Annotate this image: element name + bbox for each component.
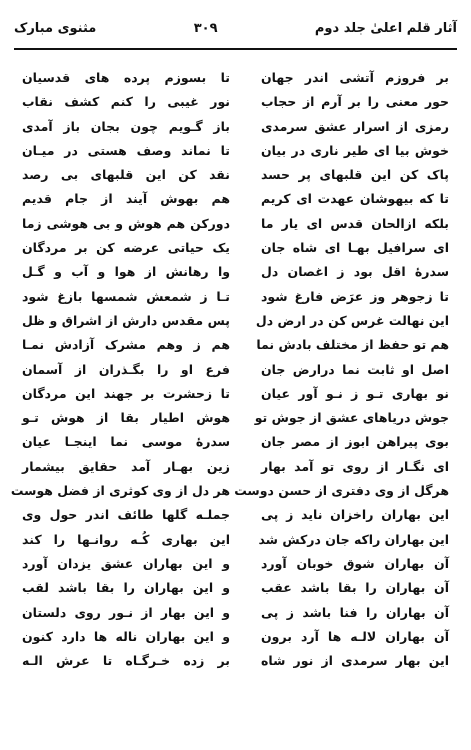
verse-line: و این بهاران ناله ها دارد کنون — [22, 628, 230, 644]
verse-line: بوی پیراهن ابوز از مصر جان — [261, 434, 449, 450]
verse-line: وا رهانش از هوا و آب و گـل — [22, 264, 230, 280]
page-header — [14, 17, 457, 39]
verse-line: بر زده خـرگـاه تا عرش الـه — [22, 653, 230, 669]
verse-line: بلکه ازالحان قدس ای یار ما — [261, 215, 449, 231]
header-rule — [14, 48, 457, 50]
verse-line: جملـه گلها طائف اندر حول وی — [22, 507, 230, 523]
verse-line: هر دل از وی کوثری از فضل هوست — [10, 483, 230, 499]
verse-line: این بهاری کُـه روانـها را کند — [22, 531, 230, 547]
verse-line: تا زحشرت بر جهند این مردگان — [22, 385, 230, 401]
verse-line: این نهالت غرس کن در ارض دل — [255, 312, 449, 328]
verse-line: پس مقدس دارش از اشراق و ظل — [22, 312, 230, 328]
verse-line: هوش اطیار بقا از هوش تـو — [22, 410, 230, 426]
verse-line: ای نگـار از روی تو آمد بهار — [261, 458, 449, 474]
verse-line: فرع او را بگـذران از آسمان — [22, 361, 230, 377]
verse-line: آن بهاران شوق خوبان آورد — [261, 555, 449, 571]
verse-line: یک حیاتی عرضه کن بر مردگان — [22, 240, 230, 256]
verse-line: و این بهاران عشق یزدان آورد — [22, 555, 230, 571]
verse-line: نقد کن این قلبهای بی رصد — [22, 167, 230, 183]
verse-line: و این بهاران را بقا باشد لقب — [22, 580, 230, 596]
verse-line: تا نماند وصف هستی در میـان — [22, 142, 230, 158]
verse-line: آن بهاران را بقا باشد عقب — [261, 580, 449, 596]
verse-line: تا که بیهوشان عهدت ای کریم — [261, 191, 449, 207]
verse-line: هم تو حفظ از مختلف بادش نما — [256, 337, 449, 353]
verse-line: پاک کن این قلبهای پر حسد — [261, 167, 449, 183]
verse-line: هم ز وهم مشرک آزادش نمـا — [22, 337, 230, 353]
verse-line: تـا ز شمعش شمسها بازغ شود — [22, 288, 230, 304]
book-title: آثار قلم اعلیٰ جلد دوم — [314, 20, 457, 36]
verse-line: این بهاران راخزان ناید ز پی — [261, 507, 449, 523]
verse-line: جوش دریاهای عشق از جوش تو — [254, 410, 449, 426]
verse-line: این بهاران راکه جان درکش شد — [258, 531, 449, 547]
verse-line: حور معنی را بر آرم از حجاب — [261, 94, 449, 110]
verse-line: و این بهار از نـور روی دلستان — [22, 604, 230, 620]
verse-line: اصل او ثابت نما درارض جان — [261, 361, 449, 377]
verse-line: زین بهـار آمد حقایق بیشمار — [22, 458, 230, 474]
verse-line: هرگل از وی دفتری از حسن دوست — [234, 483, 449, 499]
verse-line: نور غیبی را کنم کشف نقاب — [22, 94, 230, 110]
verse-line: دورکن هم هوش و بی هوشی زما — [22, 215, 230, 231]
page-number: ۳۰۹ — [193, 20, 218, 36]
verse-line: سدرهٔ اقل بود ز اغصان دل — [261, 264, 449, 280]
verse-line: باز گـویم چون بجان باز آمدی — [22, 118, 230, 134]
verse-line: تا زجوهر وز عرَض فارغ شود — [261, 288, 449, 304]
verse-line: این بهار سرمدی از نور شاه — [261, 653, 449, 669]
verse-line: بر فروزم آتشی اندر جهان — [261, 70, 449, 85]
section-title: مثنوی مبارک — [14, 20, 97, 36]
verse-line: سدرهٔ موسی نما اینجـا عیان — [22, 434, 230, 450]
verse-line: آن بهاران را فنا باشد ز پی — [261, 604, 449, 620]
verse-line: ای سرافیل بهـا ای شاه جان — [261, 240, 449, 256]
verse-line: تا بسوزم پرده های قدسیان — [22, 70, 230, 85]
verse-line: نو بهاری تـو ز نـو آور عیان — [261, 385, 449, 401]
verse-line: رمزی از اسرار عشق سرمدی — [261, 118, 449, 134]
verse-column-left — [10, 66, 230, 673]
verse-column-right — [234, 66, 449, 673]
verse-line: آن بهاران لالـه ها آرد برون — [261, 628, 449, 644]
verse-line: هم بهوش آیند از جام قدیم — [22, 191, 230, 207]
verse-line: خوش بیا ای طیر ناری در بیان — [261, 142, 449, 158]
